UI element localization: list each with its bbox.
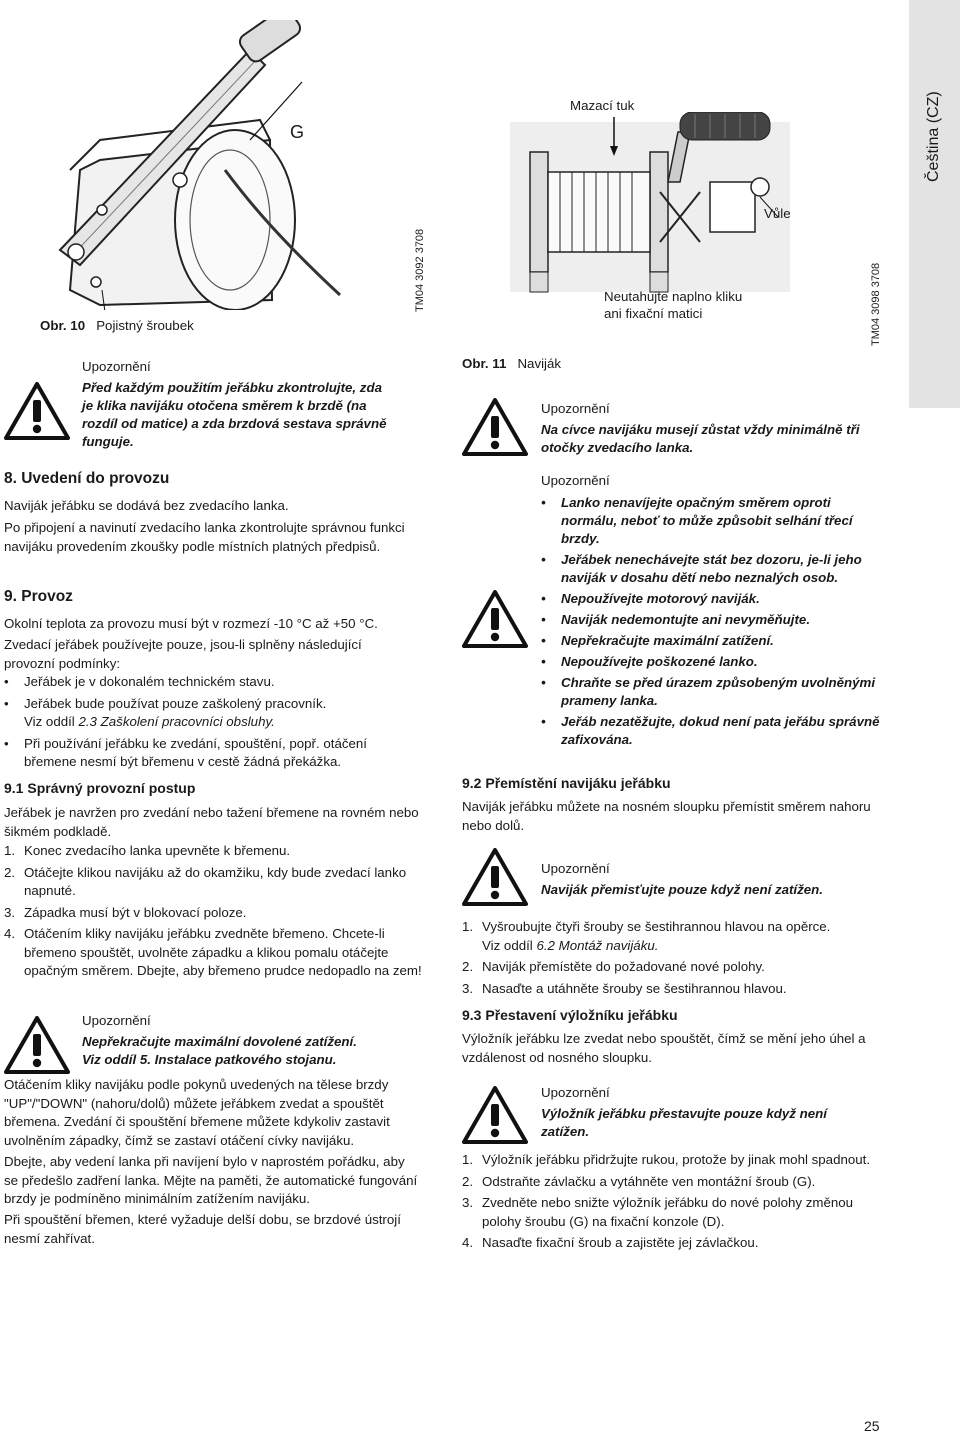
warning-title: Upozornění [541, 861, 610, 876]
list-item [4, 695, 414, 732]
section-8-heading: 8. Uvedení do provozu [4, 470, 170, 487]
step-number: 3. [462, 1195, 474, 1210]
warning-text: Výložník jeřábku přestavujte pouze když není zatížen. [541, 1106, 827, 1139]
warning-title: Upozornění [541, 473, 610, 488]
warning-box-5 [541, 860, 881, 899]
page-number: 25 [864, 1418, 880, 1434]
step-text: Otáčením kliky navijáku jeřábku zvedněte břemeno. Chcete-li břemeno spouštět, uvolněte západku a klikou pomalu otáčejte opačným směrem. Dbejte, aby břemeno prudce nedopadlo na zem! [24, 926, 422, 978]
section-9-1-steps [4, 842, 422, 981]
list-item: • Nepřekračujte maximální zatížení. [541, 632, 881, 650]
winch-drawing-fig10 [40, 20, 370, 310]
section-8-p1: Naviják jeřábku se dodává bez zvedacího lanka. [4, 498, 289, 513]
list-item [4, 735, 414, 772]
language-label: Čeština (CZ) [925, 91, 942, 182]
section-8-p2: Po připojení a navinutí zvedacího lanka zkontrolujte správnou funkci navijáku provedením zkoušky podle místních platných předpisů. [4, 520, 405, 554]
condition-2-ref: Viz oddíl [24, 714, 79, 729]
fig11-code: TM04 3098 3708 [870, 262, 882, 346]
step-text: Nasaďte fixační šroub a zajistěte jej závlačkou. [482, 1235, 759, 1250]
list-item [462, 918, 882, 955]
step-text: Výložník jeřábku přidržujte rukou, protože by jinak mohl spadnout. [482, 1152, 871, 1167]
warning-icon [462, 398, 528, 456]
step-number: 4. [462, 1235, 474, 1250]
fig10-caption-num: Obr. 10 [40, 318, 86, 333]
section-9-1-heading: 9.1 Správný provozní postup [4, 780, 196, 796]
warning-icon [4, 1016, 70, 1074]
step-number: 2. [462, 1173, 474, 1189]
step-text: Naviják přemístěte do požadované nové polohy. [482, 959, 765, 974]
warning-text-line2: Viz oddíl 5. Instalace patkového stojanu. [82, 1052, 337, 1067]
warning-icon [4, 382, 70, 440]
warning-title: Upozornění [82, 359, 151, 374]
section-9-2-steps [462, 918, 882, 998]
list-item: • Nepoužívejte poškozené lanko. [541, 653, 881, 671]
language-tab [909, 0, 960, 408]
condition-2-ref-italic: 2.3 Zaškolení pracovníci obsluhy. [78, 714, 275, 729]
fig11-label-tighten-line1: Neutahujte naplno kliku [604, 289, 743, 304]
condition-1: Jeřábek je v dokonalém technickém stavu. [24, 674, 275, 689]
warning-text: Před každým použitím jeřábku zkontrolujte, zda je klika navijáku otočena směrem k brzdě (na rozdíl od matice) a zda brzdová sestava správně funguje. [82, 380, 387, 449]
step-text: Zvedněte nebo snižte výložník jeřábku do nové polohy změnou polohy šroubu (G) na fixační konzole (D). [482, 1195, 854, 1229]
section-9-3-p1: Výložník jeřábku lze zvedat nebo spouštět, čímž se mění jeho úhel a vzdálenost od nosného sloupku. [462, 1031, 866, 1065]
warning-title: Upozornění [541, 1085, 610, 1100]
section-9-2-p1: Naviják jeřábku můžete na nosném sloupku přemístit směrem nahoru nebo dolů. [462, 799, 871, 833]
fig11-caption-text: Naviják [517, 356, 562, 371]
section-9-heading: 9. Provoz [4, 588, 73, 605]
step-number: 4. [4, 926, 16, 941]
step-text: Otáčejte klikou navijáku až do okamžiku, kdy bude zvedací lanko napnuté. [24, 864, 407, 898]
list-item: • Chraňte se před úrazem způsobeným uvolněnými prameny lanka. [541, 674, 881, 710]
warning-box-6 [541, 1084, 871, 1141]
list-item [4, 673, 414, 692]
fig11-label-play: Vůle [764, 206, 791, 221]
list-item [4, 864, 422, 901]
list-item: • Nepoužívejte motorový naviják. [541, 590, 881, 608]
section-9-p1: Okolní teplota za provozu musí být v rozmezí -10 °C až +50 °C. [4, 616, 378, 631]
step-ref-italic: 6.2 Montáž navijáku. [536, 937, 659, 953]
section-9-conditions [4, 673, 414, 772]
condition-2: Jeřábek bude používat pouze zaškolený pracovník. [24, 695, 327, 711]
section-9-2-heading: 9.2 Přemístění navijáku jeřábku [462, 775, 671, 791]
section-9-1-after3: Při spouštění břemen, které vyžaduje delší dobu, se brzdové ústrojí nesmí zahřívat. [4, 1212, 401, 1246]
warning-text: Naviják přemisťujte pouze když není zatížen. [541, 882, 823, 897]
step-number: 1. [4, 843, 16, 858]
list-item [462, 958, 882, 977]
fig11-label-tighten-line2: ani fixační matici [604, 306, 703, 321]
list-item [462, 980, 882, 999]
warning-text: Na cívce navijáku musejí zůstat vždy minimálně tři otočky zvedacího lanka. [541, 422, 860, 455]
step-ref: Viz oddíl [482, 937, 537, 953]
warning-box-2 [541, 400, 891, 457]
step-text: Konec zvedacího lanka upevněte k břemenu. [24, 843, 291, 858]
section-9-3-heading: 9.3 Přestavení výložníku jeřábku [462, 1007, 678, 1023]
section-9-1-after1: Otáčením kliky navijáku podle pokynů uvedených na tělese brzdy "UP"/"DOWN" (nahoru/dolů) můžete jeřábkem zvedat a spouštět břemena. Zvedání či spouštění břemene můžete kdykoliv zastavit uvolněním západky, čímž se zastaví otáčení cívky navijáku. [4, 1077, 390, 1148]
step-number: 3. [462, 980, 474, 996]
fig10-label-g: G [290, 122, 305, 142]
warning-icon [462, 590, 528, 648]
fig10-caption-text: Pojistný šroubek [96, 318, 194, 333]
condition-3: Při používání jeřábku ke zvedání, spouštění, popř. otáčení břemene nesmí být břemenu v cestě žádná překážka. [24, 735, 367, 769]
warning-box-4 [82, 1012, 422, 1069]
warning-box-1 [82, 358, 392, 451]
list-item: • Jeřáb nezatěžujte, dokud není pata jeřábu správně zafixována. [541, 713, 881, 749]
warning-list [541, 494, 881, 749]
step-number: 3. [4, 904, 16, 920]
list-item [462, 1234, 872, 1253]
step-text: Odstraňte závlačku a vytáhněte ven montážní šroub (G). [482, 1173, 816, 1189]
list-item [4, 842, 422, 861]
step-text: Vyšroubujte čtyři šrouby se šestihrannou hlavou na opěrce. [482, 919, 831, 934]
section-9-1-after2: Dbejte, aby vedení lanka při navíjení bylo v naprostém pořádku, aby se předešlo zadření lanka. Mějte na paměti, že automatické fungování brzdy je podmíněno minimálním zatížením navijáku. [4, 1154, 418, 1206]
fig11-caption-num: Obr. 11 [462, 356, 507, 371]
step-number: 2. [4, 864, 16, 880]
list-item [462, 1194, 872, 1231]
list-item: • Lanko nenavíjejte opačným směrem oproti normálu, neboť to může způsobit selhání třecí brzdy. [541, 494, 881, 548]
warning-icon [462, 848, 528, 906]
warning-title: Upozornění [541, 401, 610, 416]
warning-box-3 [541, 472, 881, 749]
list-item [4, 904, 422, 923]
list-item [462, 1151, 872, 1170]
fig11-caption [462, 356, 561, 371]
list-item: • Naviják nedemontujte ani nevyměňujte. [541, 611, 881, 629]
section-9-1-p1: Jeřábek je navržen pro zvedání nebo tažení břemene na rovném nebo šikmém podkladě. [4, 805, 419, 839]
list-item: • Jeřábek nenechávejte stát bez dozoru, je-li jeho naviják v dosahu dětí nebo neznalých osob. [541, 551, 881, 587]
step-number: 2. [462, 959, 474, 974]
list-item [4, 925, 422, 981]
list-item [462, 1173, 872, 1192]
step-text: Nasaďte a utáhněte šrouby se šestihrannou hlavou. [482, 980, 787, 996]
fig10-caption [40, 318, 194, 333]
section-9-3-steps [462, 1151, 872, 1253]
warning-text-line1: Nepřekračujte maximální dovolené zatížení. [82, 1034, 357, 1049]
warning-title: Upozornění [82, 1013, 151, 1028]
fig10-code: TM04 3092 3708 [414, 228, 426, 312]
section-9-p2: Zvedací jeřábek používejte pouze, jsou-li splněny následující provozní podmínky: [4, 637, 362, 671]
warning-icon [462, 1086, 528, 1144]
step-number: 1. [462, 919, 474, 934]
fig11-label-grease: Mazací tuk [570, 98, 635, 113]
step-text: Západka musí být v blokovací poloze. [24, 904, 247, 920]
step-number: 1. [462, 1152, 474, 1167]
fig11-label-tighten [604, 288, 742, 322]
